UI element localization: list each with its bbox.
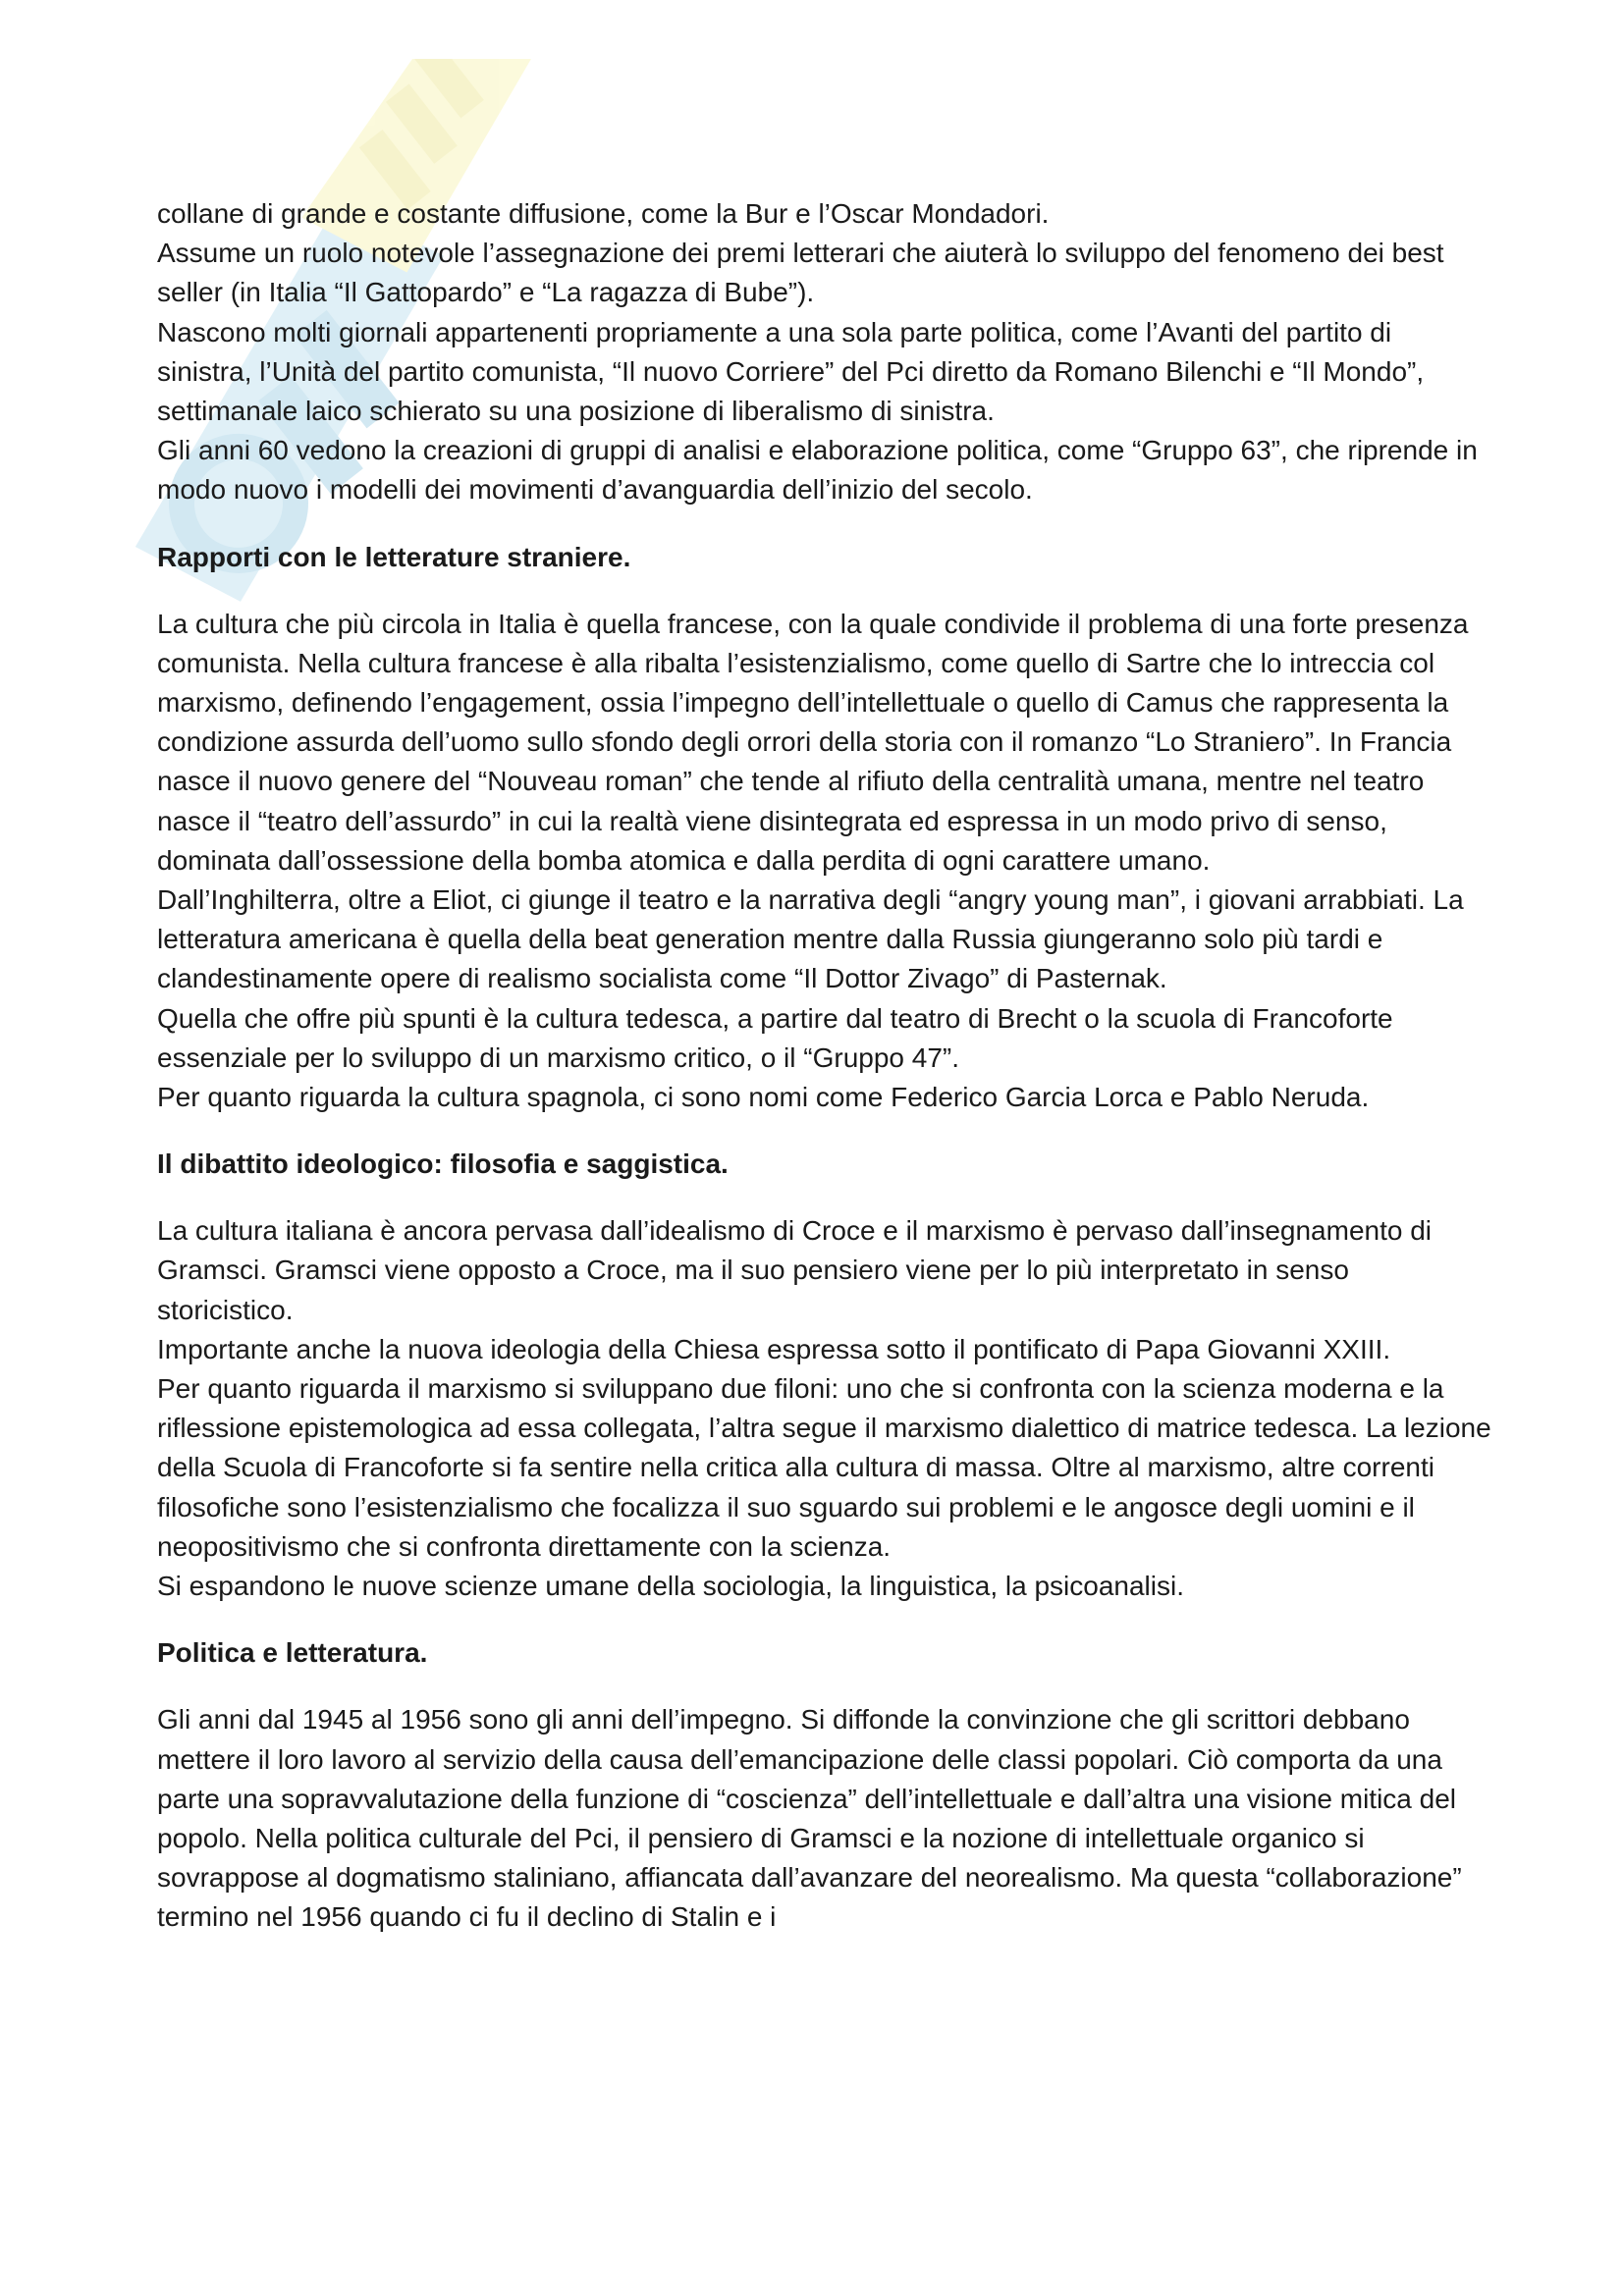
section-heading: Il dibattito ideologico: filosofia e saggistica. [157, 1148, 729, 1180]
paragraph: La cultura italiana è ancora pervasa dall’idealismo di Croce e il marxismo è pervaso dall’insegnamento di Gramsci. Gramsci viene opposto a Croce, ma il suo pensiero viene per lo più interpretato in senso storicistico. [157, 1215, 1433, 1325]
paragraph: Assume un ruolo notevole l’assegnazione dei premi letterari che aiuterà lo sviluppo del fenomeno dei best seller (in Italia “Il Gattopardo” e “La ragazza di Bube”). [157, 238, 1444, 308]
paragraph: collane di grande e costante diffusione, come la Bur e l’Oscar Mondadori. [157, 198, 1050, 229]
paragraph: Nascono molti giornali appartenenti propriamente a una sola parte politica, come l’Avanti del partito di sinistra, l’Unità del partito comunista, “Il nuovo Corriere” del Pci diretto da Romano Bilenchi e “Il Mondo”, settimanale laico schierato su una posizione di liberalismo di sinistra. [157, 316, 1425, 427]
paragraph: La cultura che più circola in Italia è quella francese, con la quale condivide il problema di una forte presenza comunista. Nella cultura francese è alla ribalta l’esistenzialismo, come quello di Sartre che lo intreccia col marxismo, definendo l’engagement, ossia l’impegno dell’intellettuale o quello di Camus che rappresenta la condizione assurda dell’uomo sullo sfondo degli orrori della storia con il romanzo “Lo Straniero”. In Francia nasce il nuovo genere del “Nouveau roman” che tende al rifiuto della centralità umana, mentre nel teatro nasce il “teatro dell’assurdo” in cui la realtà viene disintegrata ed espressa in un modo privo di senso, dominata dall’ossessione della bomba atomica e dalla perdita di ogni carattere umano. [157, 608, 1469, 876]
paragraph: Gli anni 60 vedono la creazioni di gruppi di analisi e elaborazione politica, come “Gruppo 63”, che riprende in modo nuovo i modelli dei movimenti d’avanguardia dell’inizio del secolo. [157, 435, 1478, 506]
section-heading: Rapporti con le letterature straniere. [157, 541, 631, 572]
paragraph: Si espandono le nuove scienze umane della sociologia, la linguistica, la psicoanalisi. [157, 1571, 1184, 1602]
section-body [157, 1700, 1492, 1937]
paragraph: Quella che offre più spunti è la cultura tedesca, a partire dal teatro di Brecht o la scuola di Francoforte essenziale per lo sviluppo di un marxismo critico, o il “Gruppo 47”. [157, 1002, 1393, 1073]
document-page [157, 194, 1492, 1965]
paragraph: Per quanto riguarda la cultura spagnola, ci sono nomi come Federico Garcia Lorca e Pablo Neruda. [157, 1082, 1370, 1113]
paragraph: Per quanto riguarda il marxismo si sviluppano due filoni: uno che si confronta con la scienza moderna e la riflessione epistemologica ad essa collegata, l’altra segue il marxismo dialettico di matrice tedesca. La lezione della Scuola di Francoforte si fa sentire nella critica alla cultura di massa. Oltre al marxismo, altre correnti filosofiche sono l’esistenzialismo che focalizza il suo sguardo sui problemi e le angosce degli uomini e il neopositivismo che si confronta direttamente con la scienza. [157, 1373, 1491, 1562]
section-body [157, 1211, 1492, 1606]
intro-block [157, 194, 1492, 510]
section-heading: Politica e letteratura. [157, 1637, 428, 1669]
paragraph: Gli anni dal 1945 al 1956 sono gli anni dell’impegno. Si diffonde la convinzione che gli scrittori debbano mettere il loro lavoro al servizio della causa dell’emancipazione delle classi popolari. Ciò comporta da una parte una sopravvalutazione della funzione di “coscienza” dell’intellettuale e dall’altra una visione mitica del popolo. Nella politica culturale del Pci, il pensiero di Gramsci e la nozione di intellettuale organico si sovrappose al dogmatismo staliniano, affiancata dall’avanzare del neorealismo. Ma questa “collaborazione” termino nel 1956 quando ci fu il declino di Stalin e i [157, 1704, 1462, 1933]
paragraph: Dall’Inghilterra, oltre a Eliot, ci giunge il teatro e la narrativa degli “angry young man”, i giovani arrabbiati. La letteratura americana è quella della beat generation mentre dalla Russia giungeranno solo più tardi e clandestinamente opere di realismo socialista come “Il Dottor Zivago” di Pasternak. [157, 884, 1464, 994]
paragraph: Importante anche la nuova ideologia della Chiesa espressa sotto il pontificato di Papa Giovanni XXIII. [157, 1333, 1391, 1364]
section-body [157, 605, 1492, 1118]
